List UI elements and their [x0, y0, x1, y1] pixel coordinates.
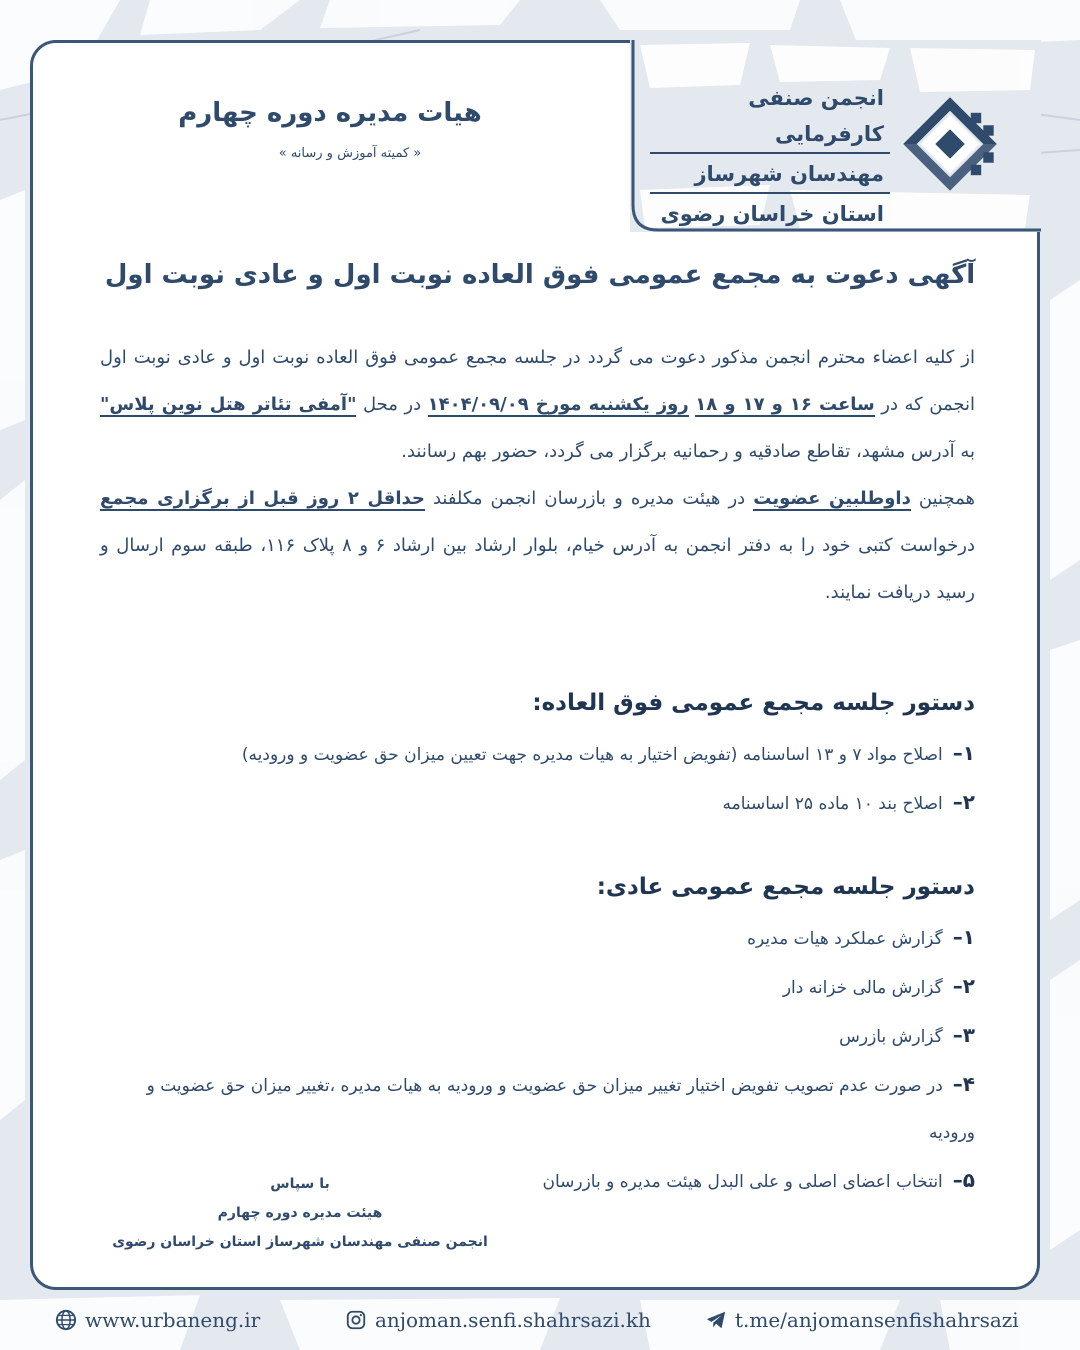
regular-agenda-item [100, 1061, 975, 1157]
p1-intro: از کلیه اعضاء محترم انجمن مذکور دعوت می گردد در جلسه مجمع عمومی فوق العاده نوبت اول و عادی نوبت اول انجمن که در [100, 347, 975, 415]
signature-board: هیئت مدیره دوره چهارم [217, 1205, 383, 1221]
regular-agenda-item [100, 963, 975, 1012]
website-url: www.urbaneng.ir [85, 1308, 261, 1332]
item-text: اصلاح بند ۱۰ ماده ۲۵ اساسنامه [722, 794, 943, 814]
instagram-handle: anjoman.senfi.shahrsazi.kh [375, 1308, 651, 1332]
regular-agenda-item [100, 914, 975, 963]
extraordinary-agenda-item [100, 779, 975, 828]
item-number: ۱– [952, 741, 975, 765]
extraordinary-agenda-list [100, 730, 975, 828]
item-number: ۴– [952, 1072, 975, 1096]
item-number: ۱– [952, 925, 975, 949]
submission-deadline: حداقل ۲ روز قبل از برگزاری مجمع [100, 488, 425, 509]
org-line-1: انجمن صنفی کارفرمایی [650, 80, 890, 154]
org-line-2: مهندسان شهرساز [650, 156, 890, 194]
instagram-icon [345, 1309, 367, 1331]
notice-title: آگهی دعوت به مجمع عمومی فوق العاده نوبت اول و عادی نوبت اول [104, 260, 976, 290]
signature-block [80, 1170, 520, 1257]
organization-logo-icon [898, 92, 1002, 196]
globe-icon [55, 1309, 77, 1331]
telegram-url: t.me/anjomansenfishahrsazi [735, 1308, 1019, 1332]
telegram-link[interactable] [705, 1308, 1019, 1332]
p2-address: درخواست کتبی خود را به دفتر انجمن به آدرس خیام، بلوار ارشاد بین ارشاد ۶ و ۸ پلاک ۱۱۶، طبقه سوم ارسال و رسید دریافت نمایند. [100, 535, 975, 603]
item-text: اصلاح مواد ۷ و ۱۳ اساسنامه (تفویض اختیار به هیات مدیره جهت تعیین میزان حق عضویت و ورودیه) [241, 745, 943, 765]
meeting-date: روز یکشنبه مورخ ۱۴۰۴/۰۹/۰۹ [427, 394, 689, 415]
instagram-link[interactable] [345, 1308, 651, 1332]
item-number: ۲– [952, 974, 975, 998]
p1-address: به آدرس مشهد، تقاطع صادقیه و رحمانیه برگزار می گردد، حضور بهم رسانند. [401, 441, 975, 462]
item-text: گزارش بازرس [839, 1027, 943, 1047]
item-text: گزارش مالی خزانه دار [782, 978, 943, 998]
signature-thanks: با سپاس [270, 1176, 330, 1192]
item-text: در صورت عدم تصویب تفویض اختیار تغییر میزان حق عضویت و ورودیه به هیات مدیره ،تغییر میزان حق عضویت و ورودیه [146, 1076, 975, 1143]
board-header [70, 98, 590, 161]
item-number: ۳– [952, 1023, 975, 1047]
telegram-icon [705, 1309, 727, 1331]
regular-agenda-title: دستور جلسه مجمع عمومی عادی: [596, 874, 975, 900]
organization-name [650, 80, 890, 234]
notice-paragraph-1 [100, 334, 975, 475]
p2-mid: در هیئت مدیره و بازرسان انجمن مکلفند [424, 488, 754, 509]
meeting-time: ساعت ۱۶ و ۱۷ و ۱۸ [695, 394, 875, 415]
item-text: انتخاب اعضای اصلی و علی البدل هیئت مدیره و بازرسان [542, 1172, 943, 1192]
notice-body [100, 334, 975, 616]
committee-label: « کمیته آموزش و رسانه » [278, 146, 422, 161]
notice-paragraph-2 [100, 475, 975, 616]
extraordinary-agenda-item [100, 730, 975, 779]
item-text: گزارش عملکرد هیات مدیره [747, 929, 943, 949]
regular-agenda-item [100, 1012, 975, 1061]
regular-agenda-list [100, 914, 975, 1206]
extraordinary-agenda-title: دستور جلسه مجمع عمومی فوق العاده: [532, 690, 975, 716]
board-title: هیات مدیره دوره چهارم [178, 98, 482, 128]
website-link[interactable] [55, 1308, 260, 1332]
footer [0, 1298, 1080, 1343]
item-number: ۲– [952, 790, 975, 814]
item-number: ۵– [952, 1168, 975, 1192]
p2-intro: همچنین [910, 488, 975, 509]
signature-org: انجمن صنفی مهندسان شهرساز استان خراسان رضوی [112, 1234, 488, 1250]
p1-place-intro: در محل [356, 394, 428, 415]
candidates-label: داوطلبین عضویت [753, 488, 911, 509]
org-line-3: استان خراسان رضوی [660, 202, 884, 226]
meeting-place: "آمفی تئاتر هتل نوین پلاس" [100, 394, 357, 415]
